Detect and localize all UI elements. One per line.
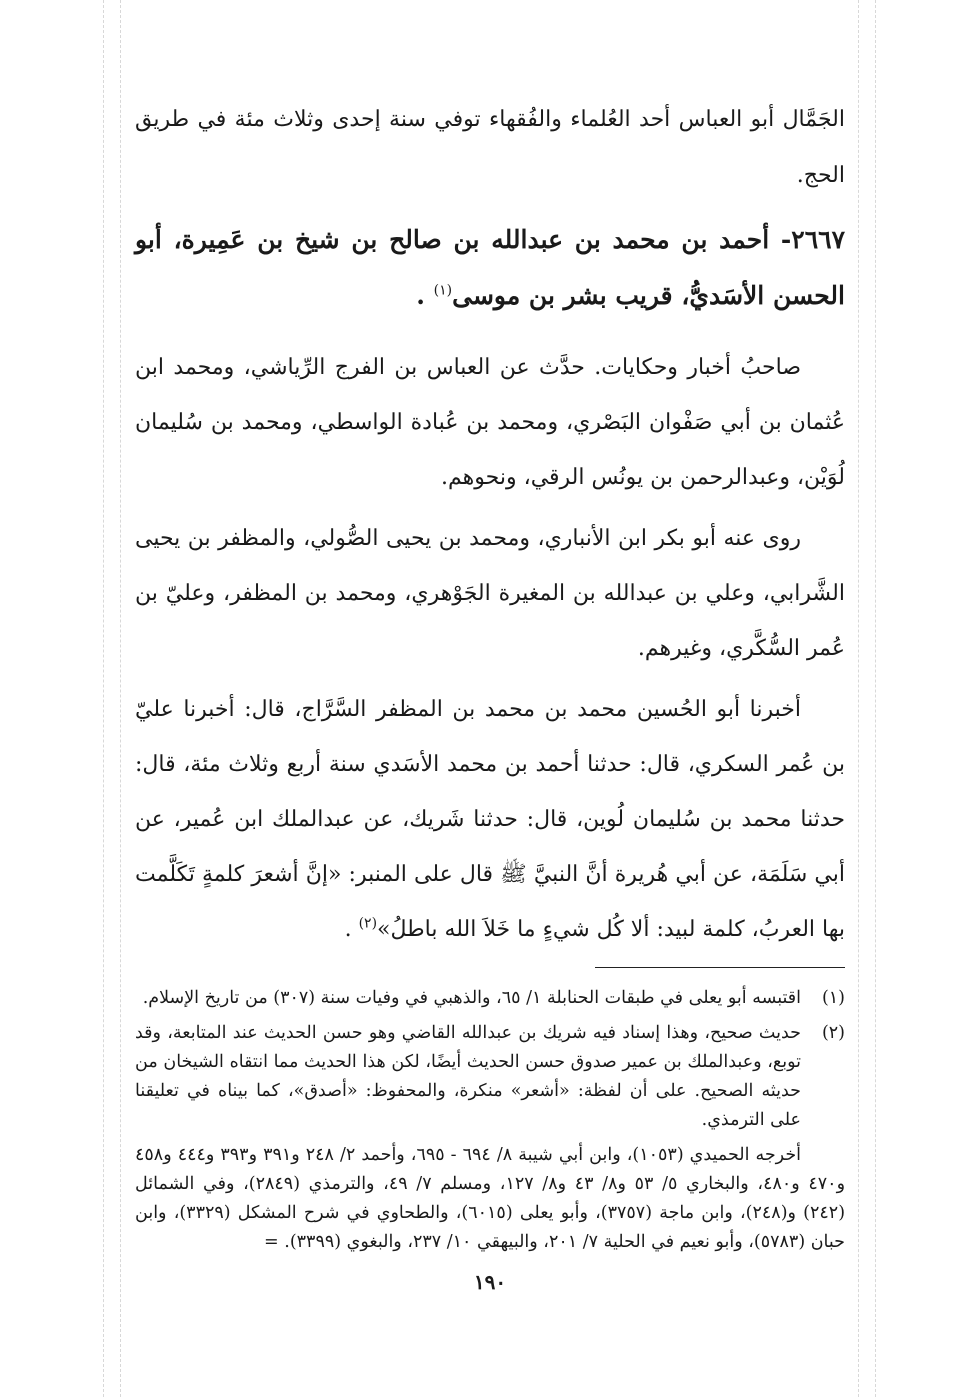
scan-fold-line xyxy=(103,0,104,1397)
isnad-end: . xyxy=(344,917,352,942)
footnote-text: حديث صحيح، وهذا إسناد فيه شريك بن عبدالله القاضي وهو حسن الحديث عند المتابعة، وقد توبع، وعبدالملك بن عمير صدوق حسن الحديث أيضًا، لكن هذا الحديث مما انتقاه الشيخان من حديثه الصحيح. على أن لفظة: «أشعر» منكرة، والمحفوظ: «أصدق»، كما بيناه في تعليقنا على الترمذي. xyxy=(135,1023,801,1130)
entry-heading-text: ٢٦٦٧- أحمد بن محمد بن عبدالله بن صالح بن شيخ بن عَمِيرة، أبو الحسن الأسَديُّ، قريب بشر بن موسى xyxy=(135,225,845,310)
isnad-paragraph xyxy=(135,682,845,957)
page-content xyxy=(135,92,845,1257)
narration-paragraph: صاحبُ أخبار وحكايات. حدَّث عن العباس بن الفرج الرِّياشي، ومحمد ابن عُثمان بن أبي صَفْوان البَصْري، ومحمد بن عُبادة الواسطي، ومحمد بن سُليمان لُوَيْن، وعبدالرحمن بن يونُس الرقي، ونحوهم. xyxy=(135,355,845,490)
scan-fold-line xyxy=(858,0,859,1397)
intro-paragraph: الجَمَّال أبو العباس أحد العُلماء والفُقهاء توفي سنة إحدى وثلاث مئة في طريق الحج. xyxy=(135,107,845,188)
footnote-text: اقتبسه أبو يعلى في طبقات الحنابلة ١/ ٦٥، والذهبي في وفيات سنة (٣٠٧) من تاريخ الإسلام. xyxy=(142,988,801,1008)
page-number: ١٩٠ xyxy=(473,1270,507,1294)
footnote-2 xyxy=(135,1019,845,1135)
entry-heading xyxy=(135,212,845,324)
footnote-ref-2[interactable]: (٢) xyxy=(358,915,378,932)
footnote-marker: (٢) xyxy=(821,1023,845,1043)
scan-fold-line xyxy=(120,0,121,1397)
footnotes-section xyxy=(135,984,845,1257)
narrators-paragraph: روى عنه أبو بكر ابن الأنباري، ومحمد بن يحيى الصُّولي، والمظفر بن يحيى الشَّرابي، وعلي بن عبدالله بن المغيرة الجَوْهري، ومحمد بن المظفر، وعليّ بن عُمر السُّكَّري، وغيرهم. xyxy=(135,526,845,661)
footnote-separator xyxy=(595,967,845,968)
scan-fold-line xyxy=(875,0,876,1397)
footnote-1 xyxy=(135,984,845,1013)
isnad-text: أخبرنا أبو الحُسين محمد بن محمد بن المظفر السَّرَّاج، قال: أخبرنا عليّ بن عُمر السكري، قال: حدثنا أحمد بن محمد الأسَدي سنة أربع وثلاث مئة، قال: حدثنا محمد بن سُليمان لُوين، قال: حدثنا شَريك، عن عبدالملك ابن عُمير، عن أبي سَلَمَة، عن أبي هُريرة أنَّ النبيَّ ﷺ قال على المنبر: «إنَّ أشعرَ كلمةٍ تَكَلَّمت بها العربُ، كلمة لبيد: ألا كُل شيءٍ ما خَلاَ الله باطلُ» xyxy=(135,697,845,942)
footnote-2-continuation: أخرجه الحميدي (١٠٥٣)، وابن أبي شيبة ٨/ ٦٩٤ - ٦٩٥، وأحمد ٢/ ٢٤٨ و٣٩١ و٣٩٣ و٤٤٤ و٤٥٨ و٤٧٠ و٤٨٠، والبخاري ٥/ ٥٣ و٨/ ٤٣ و٨/ ١٢٧، ومسلم ٧/ ٤٩، والترمذي (٢٨٤٩)، وفي الشمائل (٢٤٢) و(٢٤٨)، وابن ماجة (٣٧٥٧)، وأبو يعلى (٦٠١٥)، والطحاوي في شرح المشكل (٣٣٢٩)، وابن حبان (٥٧٨٣)، وأبو نعيم في الحلية ٧/ ٢٠١، والبيهقي ١٠/ ٢٣٧، والبغوي (٣٣٩٩). = xyxy=(135,1145,846,1252)
footnote-ref-1[interactable]: (١) xyxy=(433,282,453,299)
footnote-marker: (١) xyxy=(821,988,845,1008)
entry-heading-end: . xyxy=(416,281,425,310)
